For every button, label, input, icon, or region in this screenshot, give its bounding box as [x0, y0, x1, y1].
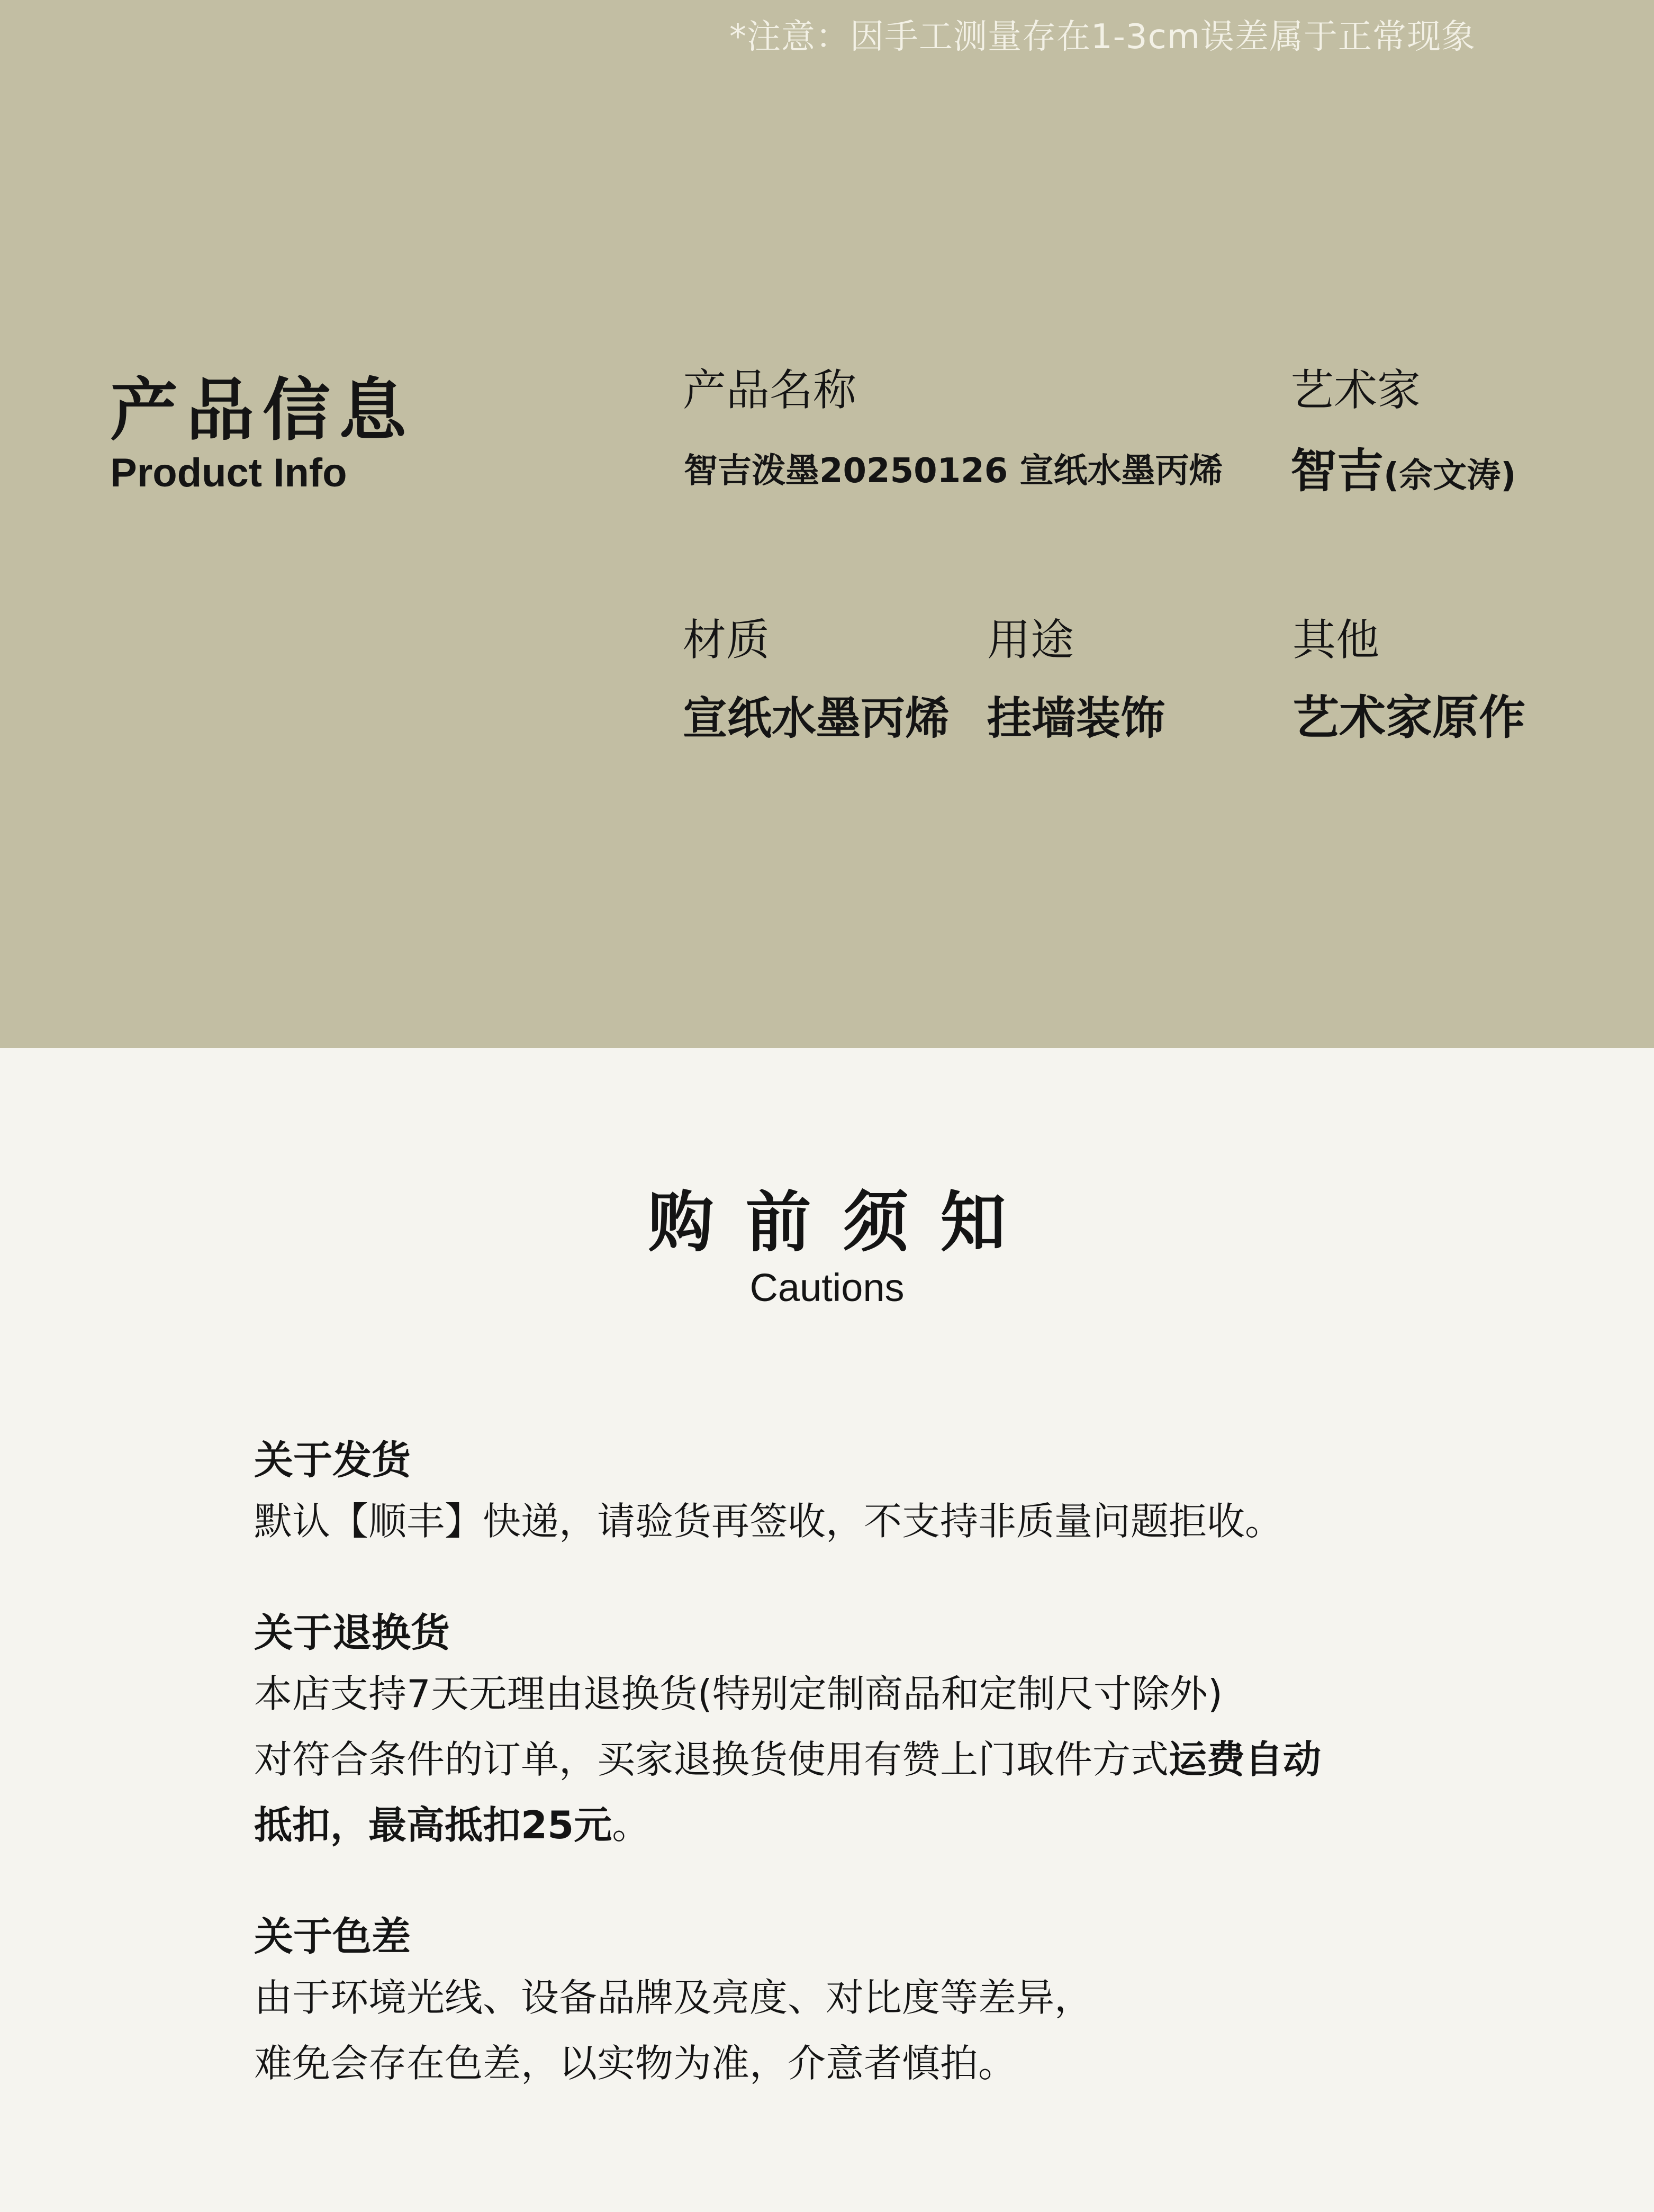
returns-heading: 关于退换货 — [254, 1610, 450, 1656]
measurement-note: *注意：因手工测量存在1-3cm误差属于正常现象 — [729, 17, 1476, 57]
artist-real-name: (佘文涛) — [1384, 456, 1516, 495]
product-info-title: 产品信息 — [110, 371, 415, 450]
other-label: 其他 — [1293, 615, 1380, 665]
cautions-title: 购前须知 — [648, 1185, 1038, 1261]
cautions-subtitle: Cautions — [749, 1266, 905, 1310]
returns-line-2-text: 对符合条件的订单，买家退换货使用有赞上门取件方式 — [254, 1737, 1169, 1782]
artist-value — [1290, 434, 1516, 501]
returns-line-2-bold: 运费自动 — [1169, 1737, 1322, 1782]
returns-line-2 — [254, 1727, 1471, 1792]
color-notice — [254, 1906, 1471, 2096]
color-line-1: 由于环境光线、设备品牌及亮度、对比度等差异， — [254, 1975, 1093, 2020]
product-info-subtitle: Product Info — [110, 450, 347, 495]
shipping-heading: 关于发货 — [254, 1438, 411, 1483]
artist-label: 艺术家 — [1290, 365, 1421, 416]
returns-line-3-end: 。 — [612, 1803, 650, 1847]
color-line-2: 难免会存在色差，以实物为准，介意者慎拍。 — [254, 2041, 1017, 2085]
shipping-line: 默认【顺丰】快递，请验货再签收，不支持非质量问题拒收。 — [254, 1499, 1284, 1543]
product-name-value: 智吉泼墨20250126 宣纸水墨丙烯 — [684, 452, 1223, 491]
returns-notice — [254, 1602, 1471, 1858]
usage-value: 挂墙装饰 — [987, 692, 1165, 744]
material-label: 材质 — [683, 615, 770, 665]
shipping-notice — [254, 1429, 1471, 1554]
color-heading: 关于色差 — [254, 1914, 411, 1960]
returns-line-3 — [254, 1792, 1471, 1858]
material-value: 宣纸水墨丙烯 — [683, 692, 950, 744]
artist-name: 智吉 — [1290, 444, 1384, 498]
product-name-label: 产品名称 — [683, 365, 857, 416]
product-info-panel — [0, 0, 1654, 1048]
returns-line-1: 本店支持7天无理由退换货(特别定制商品和定制尺寸除外) — [254, 1672, 1223, 1716]
returns-line-3-bold: 抵扣，最高抵扣25元 — [254, 1803, 612, 1847]
other-value: 艺术家原作 — [1293, 690, 1526, 745]
usage-label: 用途 — [987, 615, 1074, 665]
